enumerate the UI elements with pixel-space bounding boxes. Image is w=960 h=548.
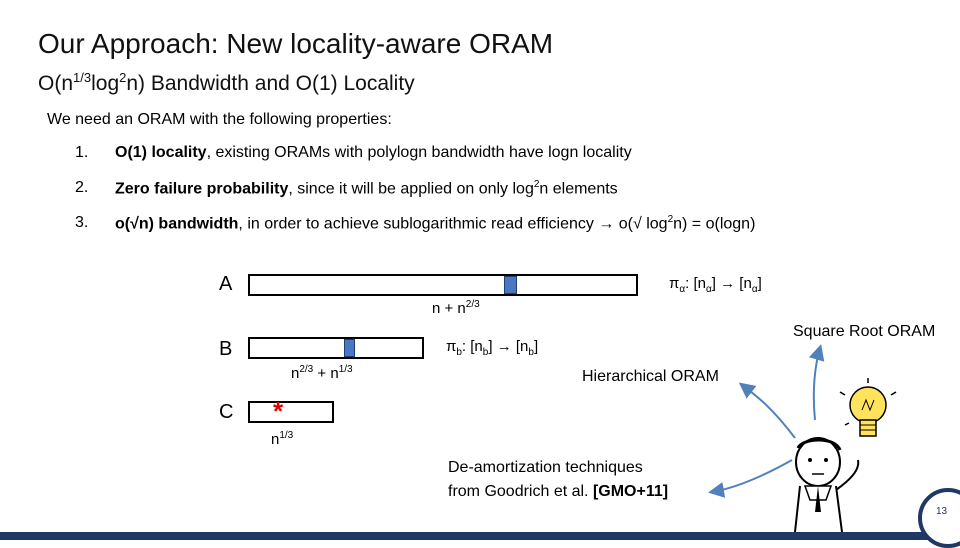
row-label-c: C xyxy=(219,401,234,423)
row-label-a: A xyxy=(219,273,233,295)
property-bold: Zero failure probability xyxy=(115,180,289,198)
array-a-bar xyxy=(248,274,638,296)
size-base: n + n xyxy=(432,300,466,317)
array-c-size xyxy=(271,430,293,448)
pi-symbol: π xyxy=(669,275,680,292)
perm-sub: b xyxy=(482,347,489,358)
deamortization-line2 xyxy=(448,483,668,501)
slide-title: Our Approach: New locality-aware ORAM xyxy=(38,28,554,59)
property-rest-c: n) = o(logn) xyxy=(673,215,756,233)
slide-subtitle xyxy=(38,70,415,96)
perm-close: ] xyxy=(711,275,721,292)
size-exp: 2/3 xyxy=(465,299,480,310)
arrow-icon: → xyxy=(598,215,615,233)
person-figure xyxy=(795,438,858,532)
property-bold: o(√n) bandwidth xyxy=(115,215,239,233)
square-root-oram-label: Square Root ORAM xyxy=(793,323,936,340)
perm-text2: [n xyxy=(511,338,529,355)
subtitle-exp1: 1/3 xyxy=(73,70,92,85)
perm-close2: ] xyxy=(533,338,539,355)
size-exp: 2/3 xyxy=(299,364,314,375)
property-item xyxy=(0,179,960,201)
perm-sub: α xyxy=(706,284,712,295)
arrow-icon: → xyxy=(496,338,512,355)
subtitle-suffix: n) Bandwidth and O(1) Locality xyxy=(126,72,415,95)
perm-sub: b xyxy=(528,347,534,358)
perm-text2: [n xyxy=(735,275,752,292)
subtitle-mid: log xyxy=(91,72,120,95)
lightbulb-icon xyxy=(840,378,896,436)
array-a-block xyxy=(504,276,517,294)
property-number: 1. xyxy=(75,144,89,161)
perm-text: : [n xyxy=(685,275,706,292)
arrow-to-square-root xyxy=(814,348,820,420)
deamortization-line1: De-amortization techniques xyxy=(448,459,643,476)
property-rest-b: n elements xyxy=(539,180,618,198)
permutation-b xyxy=(446,338,538,358)
property-rest-b: o(√ log xyxy=(614,215,668,233)
property-text xyxy=(115,144,632,162)
array-b-bar xyxy=(248,337,424,359)
property-text xyxy=(115,179,618,198)
array-a-size xyxy=(432,299,480,317)
size-base: n xyxy=(291,365,300,382)
arrow-to-hierarchical xyxy=(742,385,795,438)
property-number: 2. xyxy=(75,179,89,196)
property-item xyxy=(0,214,960,236)
subtitle-prefix: O(n xyxy=(38,72,74,95)
perm-text: : [n xyxy=(461,338,483,355)
property-rest-a: , in order to achieve sublogarithmic read efficiency xyxy=(238,215,599,233)
size-base: n xyxy=(271,431,280,448)
array-b-block xyxy=(344,339,355,357)
size-exp: 1/3 xyxy=(279,430,294,441)
arrow-to-deamortization xyxy=(712,460,792,492)
pi-symbol: π xyxy=(446,338,457,355)
property-number: 3. xyxy=(75,214,89,231)
property-text xyxy=(115,214,755,233)
property-bold: O(1) locality xyxy=(115,144,207,161)
deamortization-text: from Goodrich et al. xyxy=(448,483,593,500)
subtitle-exp2: 2 xyxy=(119,70,127,85)
perm-close2: ] xyxy=(757,275,762,292)
property-rest: , existing ORAMs with polylogn bandwidth have logn locality xyxy=(206,144,632,161)
footer-bar xyxy=(0,532,960,540)
page-number: 13 xyxy=(936,506,948,517)
pi-sub: b xyxy=(456,347,462,358)
property-item xyxy=(0,144,960,166)
array-b-size xyxy=(291,364,353,382)
intro-text: We need an ORAM with the following properties: xyxy=(47,111,392,128)
row-label-b: B xyxy=(219,338,233,360)
asterisk-marker: * xyxy=(273,396,284,426)
array-c-bar xyxy=(248,401,334,423)
perm-close: ] xyxy=(488,338,497,355)
permutation-a xyxy=(669,275,762,295)
size-exp: 1/3 xyxy=(338,364,353,375)
property-exp: 2 xyxy=(533,179,540,190)
citation: [GMO+11] xyxy=(592,483,669,500)
property-exp: 2 xyxy=(667,214,674,225)
pi-sub: α xyxy=(679,284,686,295)
perm-sub: α xyxy=(751,284,758,295)
hierarchical-oram-label: Hierarchical ORAM xyxy=(582,368,719,385)
arrow-icon: → xyxy=(720,275,736,292)
property-rest-a: , since it will be applied on only log xyxy=(288,180,534,198)
size-plus: + n xyxy=(313,365,339,382)
